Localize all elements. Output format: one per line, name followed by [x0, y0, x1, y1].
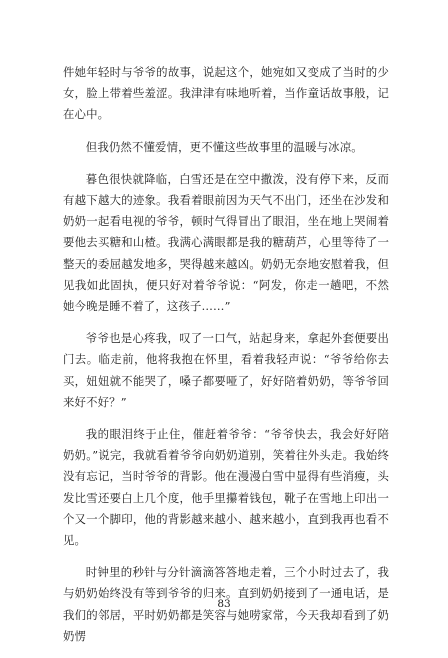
- paragraph-2: 但我仍然不懂爱情，更不懂这些故事里的温暖与冰凉。: [85, 139, 363, 154]
- paragraph-3: 暮色很快就降临，白雪还是在空中撒泼，没有停下来，反而有越下越大的迹象。我看着眼前因为天气不出门，还坐在沙发和奶奶一起看电视的爷爷，顿时气得冒出了眼泪，坐在地上哭闹着要他去买糖和山楂。我满心满眼都是我的糖葫芦，心里等待了一整天的委屈越发地多，哭得越来越凶。奶奶无奈地安慰着我，但见我如此固执，便只好对着爷爷说：“阿发，你走一趟吧，不然她今晚是睡不着了，这孩子……”: [63, 171, 389, 314]
- paragraph-5: 我的眼泪终于止住，催赶着爷爷：“爷爷快去，我会好好陪奶奶。”说完，我就看着爷爷向奶奶道别，笑着往外头走。我始终没有忘记，当时爷爷的背影。他在漫漫白雪中显得有些消瘦，头发比雪还要白上几个度，他手里攥着钱包，靴子在雪地上印出一个又一个脚印，他的背影越来越小、越来越小，直到我再也看不见。: [63, 427, 389, 548]
- body-text: [63, 62, 389, 658]
- paragraph-4: 爷爷也是心疼我，叹了一口气，站起身来，拿起外套便要出门去。临走前，他将我抱在怀里，看着我轻声说：“爷爷给你去买，妞妞就不能哭了，嗓子都要哑了，好好陪着奶奶，等爷爷回来好不好？”: [63, 331, 389, 409]
- page-number: 83: [217, 598, 231, 610]
- paragraph-1: 件她年轻时与爷爷的故事，说起这个，她宛如又变成了当时的少女，脸上带着些羞涩。我津津有味地听着，当作童话故事般，记在心中。: [63, 65, 389, 122]
- paragraph-6: 时钟里的秒针与分针滴滴答答地走着，三个小时过去了，我与奶奶始终没有等到爷爷的归来。直到奶奶接到了一通电话，是我们的邻居，平时奶奶都是笑容与她唠家常，今天我却看到了奶奶愣: [63, 565, 389, 643]
